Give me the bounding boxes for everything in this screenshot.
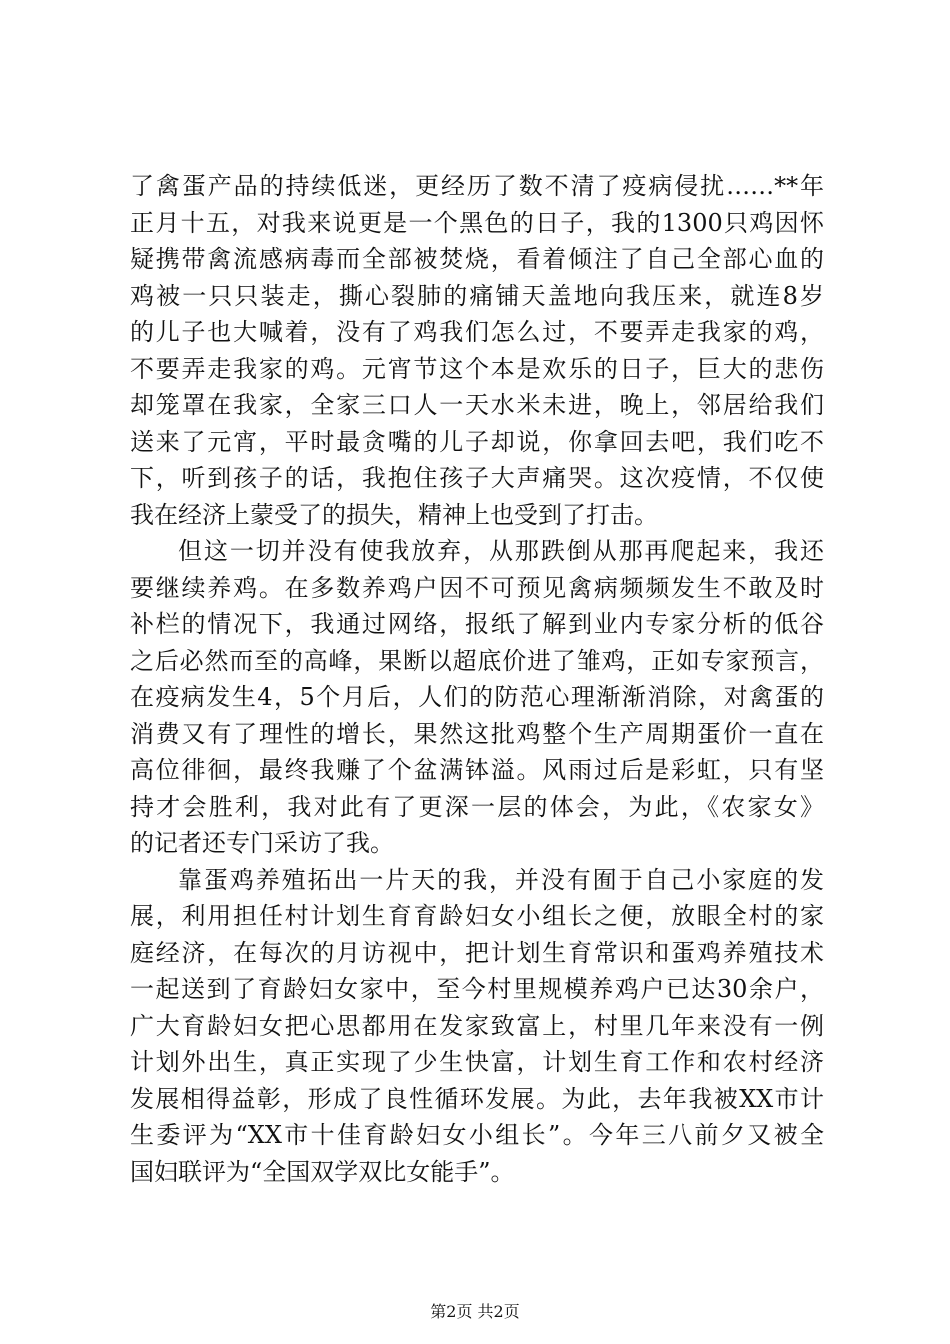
text-line: 发展相得益彰，形成了良性循环发展。为此，去年我被XX市计 (130, 1084, 824, 1113)
text-line: 消费又有了理性的增长，果然这批鸡整个生产周期蛋价一直在 (130, 719, 824, 748)
text-line: 在疫病发生4，5个月后，人们的防范心理渐渐消除，对禽蛋的 (130, 683, 824, 711)
paragraph (130, 862, 824, 1191)
text-line: 国妇联评为“全国双学双比女能手”。 (130, 1157, 515, 1186)
paragraph (130, 533, 824, 862)
text-line: 却笼罩在我家，全家三口人一天水米未进，晚上，邻居给我们 (130, 391, 824, 419)
text-line: 生委评为“XX市十佳育龄妇女小组长”。今年三八前夕又被全 (130, 1121, 824, 1149)
text-line: 的儿子也大喊着，没有了鸡我们怎么过，不要弄走我家的鸡， (130, 318, 824, 346)
text-line: 持才会胜利，我对此有了更深一层的体会，为此，《农家女》 (130, 792, 824, 821)
text-line: 不要弄走我家的鸡。元宵节这个本是欢乐的日子，巨大的悲伤 (130, 354, 824, 383)
paragraph (130, 168, 824, 533)
text-line: 鸡被一只只装走，撕心裂肺的痛铺天盖地向我压来，就连8岁 (130, 281, 824, 310)
text-line: 了禽蛋产品的持续低迷，更经历了数不清了疫病侵扰……**年 (130, 172, 824, 200)
text-line: 但这一切并没有使我放弃，从那跌倒从那再爬起来，我还 (178, 537, 824, 565)
text-line: 下，听到孩子的话，我抱住孩子大声痛哭。这次疫情，不仅使 (130, 464, 824, 492)
text-line: 之后必然而至的高峰，果断以超底价进了雏鸡，正如专家预言， (130, 646, 824, 675)
text-line: 广大育龄妇女把心思都用在发家致富上，村里几年来没有一例 (130, 1011, 824, 1040)
text-line: 疑携带禽流感病毒而全部被焚烧，看着倾注了自己全部心血的 (130, 245, 824, 273)
text-line: 补栏的情况下，我通过网络，报纸了解到业内专家分析的低谷 (130, 610, 824, 638)
page-footer: 第2页 共2页 (430, 1302, 520, 1321)
text-line: 的记者还专门采访了我。 (130, 829, 394, 857)
text-line: 我在经济上蒙受了的损失，精神上也受到了打击。 (130, 500, 658, 529)
text-line: 正月十五，对我来说更是一个黑色的日子，我的1300只鸡因怀 (130, 208, 824, 237)
text-line: 要继续养鸡。在多数养鸡户因不可预见禽病频频发生不敢及时 (130, 573, 824, 602)
text-line: 计划外出生，真正实现了少生快富，计划生育工作和农村经济 (130, 1048, 824, 1076)
text-line: 庭经济，在每次的月访视中，把计划生育常识和蛋鸡养殖技术 (130, 938, 824, 967)
text-line: 一起送到了育龄妇女家中，至今村里规模养鸡户已达30余户， (130, 975, 824, 1003)
text-line: 送来了元宵，平时最贪嘴的儿子却说，你拿回去吧，我们吃不 (130, 427, 824, 456)
document-body (130, 168, 824, 1190)
text-line: 展，利用担任村计划生育育龄妇女小组长之便，放眼全村的家 (130, 902, 824, 930)
text-line: 靠蛋鸡养殖拓出一片天的我，并没有囿于自己小家庭的发 (178, 865, 824, 894)
text-line: 高位徘徊，最终我赚了个盆满钵溢。风雨过后是彩虹，只有坚 (130, 756, 824, 784)
